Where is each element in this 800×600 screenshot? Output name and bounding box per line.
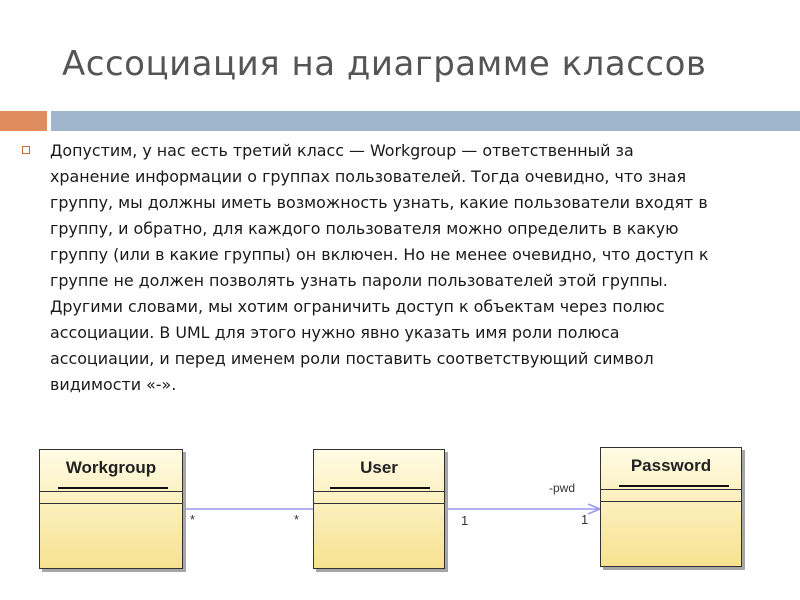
body-line: группе не должен позволять узнать пароли пользователей этой группы. bbox=[50, 271, 668, 290]
class-user[interactable] bbox=[313, 449, 445, 569]
body-line: видимости «-». bbox=[50, 375, 177, 394]
body-line: ассоциации, и перед именем роли поставить соответствующий символ bbox=[50, 349, 654, 368]
multiplicity-workgroup-end: * bbox=[190, 512, 196, 527]
multiplicity-user-end-one: 1 bbox=[461, 513, 469, 528]
multiplicity-password-end: 1 bbox=[581, 512, 589, 527]
body-line: Допустим, у нас есть третий класс — Workgroup — ответственный за bbox=[50, 141, 634, 160]
operations-separator bbox=[314, 503, 444, 504]
operations-separator bbox=[601, 501, 741, 502]
body-line: группу, и обратно, для каждого пользователя можно определить в какую bbox=[50, 219, 679, 238]
operations-separator bbox=[40, 503, 182, 504]
class-name-underline bbox=[619, 485, 729, 487]
class-workgroup[interactable] bbox=[39, 449, 183, 569]
body-line: хранение информации о группах пользователей. Тогда очевидно, что зная bbox=[50, 167, 687, 186]
role-name-pwd: -pwd bbox=[549, 481, 576, 495]
attributes-separator bbox=[40, 491, 182, 492]
multiplicity-user-end-many: * bbox=[294, 512, 300, 527]
slide-title: Ассоциация на диаграмме классов bbox=[62, 44, 707, 84]
body-line: Другими словами, мы хотим ограничить доступ к объектам через полюс bbox=[50, 297, 665, 316]
class-name: Password bbox=[630, 456, 712, 475]
body-line: группу, мы должны иметь возможность узнать, какие пользователи входят в bbox=[50, 193, 708, 212]
attributes-separator bbox=[314, 491, 444, 492]
class-name-underline bbox=[330, 487, 430, 489]
class-name: User bbox=[360, 458, 398, 477]
class-name: Workgroup bbox=[65, 458, 157, 477]
class-password[interactable] bbox=[600, 447, 742, 567]
attributes-separator bbox=[601, 489, 741, 490]
body-line: группу (или в какие группы) он включен. Но не менее очевидно, что доступ к bbox=[50, 245, 709, 264]
class-name-underline bbox=[58, 487, 168, 489]
body-line: ассоциации. В UML для этого нужно явно указать имя роли полюса bbox=[50, 323, 620, 342]
